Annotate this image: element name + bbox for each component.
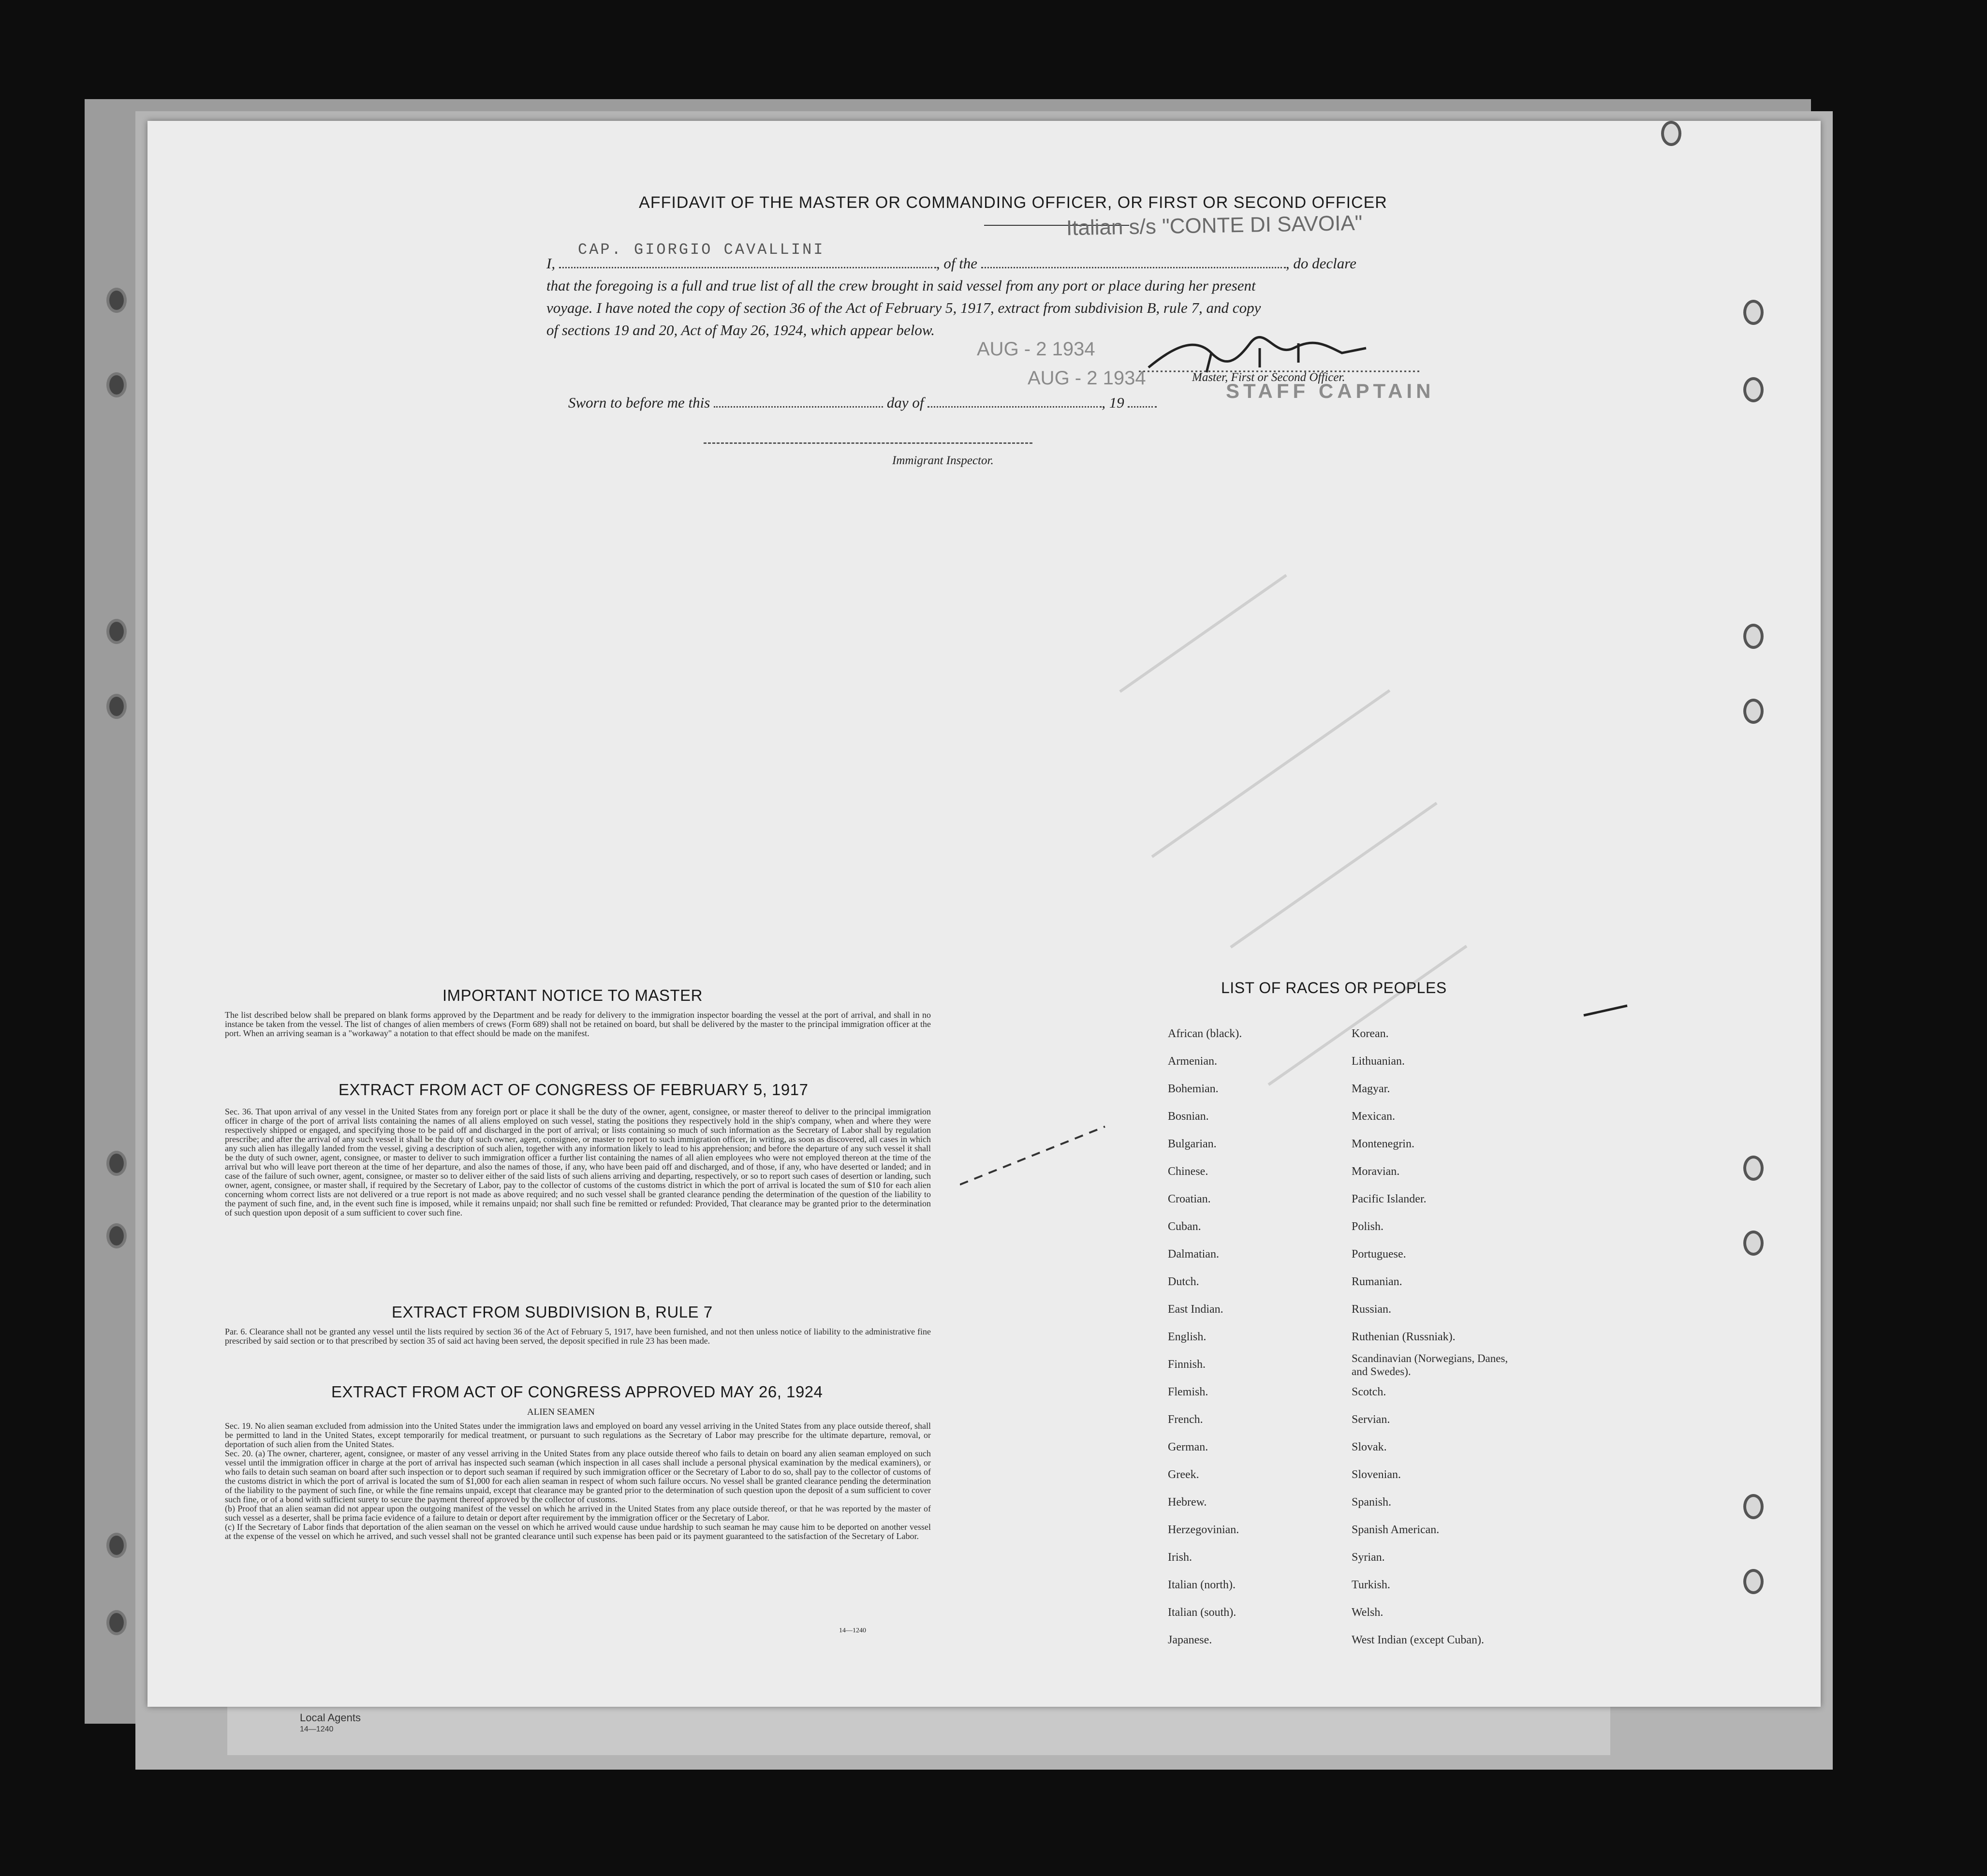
race-item: Slovak. bbox=[1352, 1441, 1387, 1453]
vessel-stamp: Italian s/s "CONTE DI SAVOIA" bbox=[1066, 211, 1363, 240]
sworn-text: Sworn to before me this bbox=[568, 394, 710, 411]
race-item: Italian (south). bbox=[1168, 1606, 1236, 1619]
bleed-through-mark bbox=[1151, 689, 1391, 858]
extract-1917-text: Sec. 36. That upon arrival of any vessel in the United States from any foreign port or place it shall be the duty of the owner, agent, consignee, or master thereof to deliver to the principal immigration officer in charge of the port of arrival lists containing the names of all aliens employed on such vessel, stating the positions they respectively hold in the ship's company, when and where they were respectively shipped or engaged, and specifying those to be paid off and discharged in the port of arrival; or lists containing so much of such information as the Secretary of Labor shall by regulation prescribe; and after the arrival of any such vessel it shall be the duty of such owner, agent, consignee, or master to report to such immigration officer, in writing, as soon as discovered, all cases in which any such alien has illegally landed from the vessel, giving a description of such alien, together with any information likely to lead to his apprehension; and before the departure of any such vessel it shall be the duty of such owner, agent, consignee, or master to deliver to such immigration officer a further list containing the names of all alien employees who were not employed thereon at the time of the arrival but who will leave port thereon at the time of her departure, and also the names of those, if any, who have been paid off and discharged, and of those, if any, who have deserted or landed; and in case of the failure of such owner, agent, consignee, or master so to deliver either of the said lists of such aliens arriving and departing, respectively, or so to report such cases of desertion or landing, such owner, agent, consignee, or master shall, if required by the Secretary of Labor, pay to the collector of customs of the customs district in which the port of arrival is located the sum of $10 for each alien concerning whom correct lists are not delivered or a true report is not made as above required; and no such vessel shall be granted clearance pending the determination of the question of the liability to the payment of such fine, and, in the event such fine is imposed, while it remains unpaid; nor shall such fine be remitted or refunded: Provided, That clearance may be granted prior to the determination of such question upon deposit of a sum sufficient to cover such fine. bbox=[225, 1107, 931, 1217]
extract-rule7-title: EXTRACT FROM SUBDIVISION B, RULE 7 bbox=[392, 1303, 713, 1321]
race-item: East Indian. bbox=[1168, 1303, 1223, 1316]
race-item: Syrian. bbox=[1352, 1551, 1385, 1564]
date-stamp: AUG - 2 1934 bbox=[977, 338, 1095, 360]
race-item: Armenian. bbox=[1168, 1055, 1217, 1068]
race-item: Scotch. bbox=[1352, 1386, 1386, 1398]
race-item: Welsh. bbox=[1352, 1606, 1384, 1619]
day-of-text: day of bbox=[886, 394, 924, 411]
punch-hole bbox=[106, 1610, 127, 1635]
bleed-through-mark bbox=[1119, 574, 1287, 693]
race-item: Portuguese. bbox=[1352, 1248, 1406, 1260]
affidavit-page bbox=[147, 121, 1821, 1707]
race-item: Irish. bbox=[1168, 1551, 1192, 1564]
notice-title: IMPORTANT NOTICE TO MASTER bbox=[442, 986, 703, 1004]
extract-rule7-text: Par. 6. Clearance shall not be granted any vessel until the lists required by section 36 of the Act of February 5, 1917, have been furnished, and not then unless notice of liability to the administrative fine prescribed by said section or to that prescribed by section 35 of said act having been served, the deposit specified in rule 23 has been made. bbox=[225, 1327, 931, 1346]
race-item: Slovenian. bbox=[1352, 1468, 1401, 1481]
vessel-name-line bbox=[981, 267, 1286, 268]
extract-1924-title: EXTRACT FROM ACT OF CONGRESS APPROVED MAY 26, 1924 bbox=[331, 1383, 823, 1401]
race-item: Mexican. bbox=[1352, 1110, 1395, 1123]
race-item: Montenegrin. bbox=[1352, 1138, 1414, 1150]
year-prefix: , 19 bbox=[1102, 394, 1124, 411]
race-item: Russian. bbox=[1352, 1303, 1392, 1316]
punch-hole bbox=[1661, 121, 1681, 146]
punch-hole bbox=[106, 288, 127, 313]
punch-hole bbox=[1743, 1569, 1764, 1594]
punch-hole bbox=[106, 1223, 127, 1248]
race-item: Polish. bbox=[1352, 1220, 1384, 1233]
race-item: Chinese. bbox=[1168, 1165, 1208, 1178]
race-item: French. bbox=[1168, 1413, 1203, 1426]
race-item: Bosnian. bbox=[1168, 1110, 1209, 1123]
race-item: Rumanian. bbox=[1352, 1275, 1402, 1288]
officer-name-line bbox=[559, 267, 936, 268]
race-item: Scandinavian (Norwegians, Danes, and Swedes). bbox=[1352, 1352, 1508, 1378]
affidavit-declaration bbox=[546, 252, 1456, 341]
staff-captain-stamp: STAFF CAPTAIN bbox=[1226, 380, 1435, 402]
race-item: Dutch. bbox=[1168, 1275, 1199, 1288]
race-item: Finnish. bbox=[1168, 1358, 1206, 1371]
punch-hole bbox=[1743, 699, 1764, 724]
declaration-line-1: that the foregoing is a full and true list of all the crew brought in said vessel from any port or place during her present bbox=[546, 277, 1256, 294]
race-item: Pacific Islander. bbox=[1352, 1193, 1427, 1205]
date-stamp: AUG - 2 1934 bbox=[1028, 367, 1146, 389]
race-item: Greek. bbox=[1168, 1468, 1199, 1481]
race-item: Dalmatian. bbox=[1168, 1248, 1219, 1260]
race-item: Croatian. bbox=[1168, 1193, 1211, 1205]
sec-20b-text: (b) Proof that an alien seaman did not appear upon the outgoing manifest of the vessel on which he arrived in the United States from any place outside thereof, or that he was reported by the master of such vessel as a deserter, shall be prima facie evidence of a failure to detain or deport after requirement by the immigration officer or the Secretary of Labor. bbox=[225, 1504, 931, 1523]
notice-text: The list described below shall be prepared on blank forms approved by the Department and be ready for delivery to the immigration inspector boarding the vessel at the port of arrival, and shall in no instance be taken from the vessel. The list of changes of alien members of crews (Form 689) shall not be retained on board, but shall be delivered by the master to the principal immigration officer at the port. When an arriving seaman is a "workaway" a notation to that effect should be made on the manifest. bbox=[225, 1010, 931, 1038]
race-item: Magyar. bbox=[1352, 1083, 1390, 1095]
declare-intro: I, bbox=[546, 255, 556, 272]
officer-name: CAP. GIORGIO CAVALLINI bbox=[578, 241, 825, 259]
punch-hole bbox=[1743, 1494, 1764, 1519]
inspector-caption: Immigrant Inspector. bbox=[892, 454, 994, 467]
race-item: Spanish. bbox=[1352, 1496, 1392, 1509]
race-item: Japanese. bbox=[1168, 1634, 1212, 1646]
signature-caption: Master, First or Second Officer. bbox=[1192, 371, 1345, 384]
back-form-number: 14—1240 bbox=[300, 1725, 334, 1733]
form-number: 14—1240 bbox=[839, 1627, 866, 1634]
races-title: LIST OF RACES OR PEOPLES bbox=[1221, 979, 1447, 997]
extract-1917-title: EXTRACT FROM ACT OF CONGRESS OF FEBRUARY 5, 1917 bbox=[339, 1081, 809, 1099]
sworn-year-line bbox=[1128, 406, 1157, 408]
race-item: Spanish American. bbox=[1352, 1524, 1440, 1536]
punch-hole bbox=[1743, 624, 1764, 649]
affidavit-title: AFFIDAVIT OF THE MASTER OR COMMANDING OFFICER, OR FIRST OR SECOND OFFICER bbox=[639, 193, 1387, 212]
sworn-month-line bbox=[927, 406, 1102, 408]
race-item: English. bbox=[1168, 1331, 1207, 1343]
punch-hole bbox=[106, 694, 127, 719]
race-item: Lithuanian. bbox=[1352, 1055, 1405, 1068]
do-declare-text: , do declare bbox=[1285, 255, 1356, 272]
race-item: Korean. bbox=[1352, 1027, 1389, 1040]
punch-hole bbox=[106, 1533, 127, 1558]
extract-1924-body bbox=[225, 1422, 931, 1541]
inspector-signature-line bbox=[704, 442, 1032, 444]
declaration-line-3: of sections 19 and 20, Act of May 26, 1924, which appear below. bbox=[546, 322, 935, 338]
race-item: Bulgarian. bbox=[1168, 1138, 1217, 1150]
punch-hole bbox=[106, 1151, 127, 1176]
punch-hole bbox=[106, 372, 127, 397]
race-item: Hebrew. bbox=[1168, 1496, 1207, 1509]
race-item: Turkish. bbox=[1352, 1579, 1390, 1591]
punch-hole bbox=[1743, 377, 1764, 402]
sworn-day-line bbox=[714, 406, 883, 408]
race-item: Bohemian. bbox=[1168, 1083, 1219, 1095]
punch-hole bbox=[106, 619, 127, 644]
race-item: Ruthenian (Russniak). bbox=[1352, 1331, 1456, 1343]
race-item: Servian. bbox=[1352, 1413, 1390, 1426]
race-item: Moravian. bbox=[1352, 1165, 1400, 1178]
local-agents-label: Local Agents bbox=[300, 1712, 361, 1724]
bleed-through-mark bbox=[1230, 802, 1437, 948]
sec-20c-text: (c) If the Secretary of Labor finds that deportation of the alien seaman on the vessel on which he arrived would cause undue hardship to such seaman he may cause him to be deported on another vessel at the expense of the vessel on which he arrived, and such vessel shall not be granted clearance until such expense has been paid or its payment guaranteed to the satisfaction of the Secretary of Labor. bbox=[225, 1522, 931, 1541]
sec-20a-text: Sec. 20. (a) The owner, charterer, agent, consignee, or master of any vessel arriving in the United States from any place outside thereof who fails to detain on board any alien seaman employed on such vessel until the immigration officer in charge at the port of arrival has inspected such seaman (which inspection in all cases shall include a personal physical examination by the medical examiners), or who fails to detain such seaman on board after such inspection or to deport such seaman if required by such immigration officer or the Secretary of Labor to do so, shall pay to the collector of customs of the customs district in which the port of arrival is located the sum of $1,000 for each alien seaman in respect of whom such failure occurs. No vessel shall be granted clearance pending the determination of the liability to the payment of such fine, or while the fine remains unpaid, except that clearance may be granted prior to the determination of such question upon the deposit of a sum sufficient to cover such fine, or of a bond with sufficient surety to secure the payment thereof approved by the collector of customs. bbox=[225, 1449, 931, 1504]
race-item: Italian (north). bbox=[1168, 1579, 1236, 1591]
race-item: German. bbox=[1168, 1441, 1208, 1453]
race-item: Cuban. bbox=[1168, 1220, 1201, 1233]
race-item: African (black). bbox=[1168, 1027, 1242, 1040]
punch-hole bbox=[1743, 1231, 1764, 1256]
extract-1924-subtitle: ALIEN SEAMEN bbox=[527, 1407, 595, 1417]
race-item: Herzegovinian. bbox=[1168, 1524, 1239, 1536]
punch-hole bbox=[1743, 300, 1764, 325]
of-the-text: , of the bbox=[936, 255, 978, 272]
sec-19-text: Sec. 19. No alien seaman excluded from admission into the United States under the immigration laws and employed on board any vessel arriving in the United States from any place outside thereof, shall be permitted to land in the United States, except temporarily for medical treatment, or pursuant to such regulations as the Secretary of Labor may prescribe for the ultimate departure, removal, or deportation of such alien from the United States. bbox=[225, 1421, 931, 1449]
pen-marks bbox=[960, 991, 1763, 1194]
race-item: Flemish. bbox=[1168, 1386, 1208, 1398]
race-item: West Indian (except Cuban). bbox=[1352, 1634, 1484, 1646]
declaration-line-2: voyage. I have noted the copy of section 36 of the Act of February 5, 1917, extract from subdivision B, rule 7, and copy bbox=[546, 299, 1261, 316]
